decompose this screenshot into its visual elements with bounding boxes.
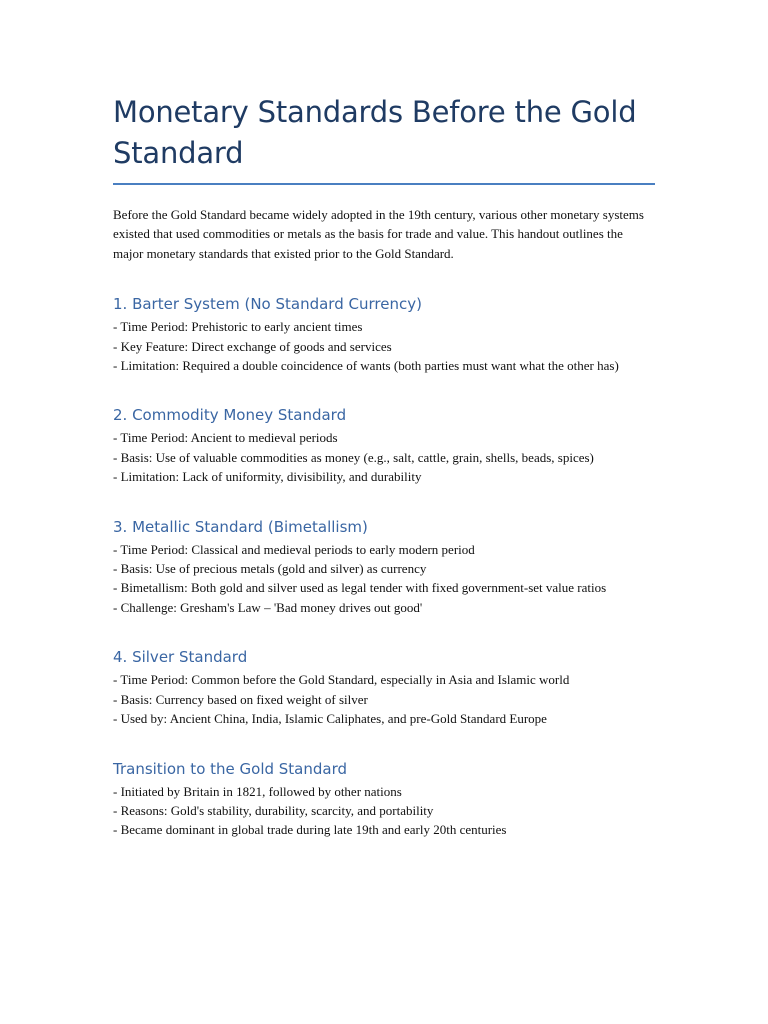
intro-paragraph: Before the Gold Standard became widely adopted in the 19th century, various other monetary systems existed that used commodities or metals as the basis for trade and value. This handout outlines the major monetary standards that existed prior to the Gold Standard. <box>113 207 644 261</box>
section-commodity-money <box>113 405 655 486</box>
section-heading: 2. Commodity Money Standard <box>113 406 347 425</box>
bullet-line: - Time Period: Ancient to medieval periods <box>113 430 338 446</box>
bullet-line: - Used by: Ancient China, India, Islamic Caliphates, and pre-Gold Standard Europe <box>113 711 547 727</box>
bullet-line: - Key Feature: Direct exchange of goods and services <box>113 338 392 354</box>
section-heading: 1. Barter System (No Standard Currency) <box>113 295 422 314</box>
bullet-line: - Time Period: Prehistoric to early ancient times <box>113 319 363 335</box>
bullet-line: - Challenge: Gresham's Law – 'Bad money drives out good' <box>113 599 423 615</box>
section-metallic-standard <box>113 517 655 618</box>
bullet-line: - Reasons: Gold's stability, durability, scarcity, and portability <box>113 802 434 818</box>
section-heading: Transition to the Gold Standard <box>113 759 348 778</box>
bullet-line: - Became dominant in global trade during late 19th and early 20th centuries <box>113 822 507 838</box>
bullet-line: - Time Period: Common before the Gold Standard, especially in Asia and Islamic world <box>113 672 570 688</box>
document-title: Monetary Standards Before the Gold Standard <box>113 92 655 185</box>
section-heading: 3. Metallic Standard (Bimetallism) <box>113 517 368 536</box>
bullet-line: - Time Period: Classical and medieval periods to early modern period <box>113 541 475 557</box>
bullet-line: - Limitation: Required a double coincidence of wants (both parties must want what the other has) <box>113 358 619 374</box>
bullet-line: - Basis: Currency based on fixed weight of silver <box>113 691 368 707</box>
section-heading: 4. Silver Standard <box>113 648 248 667</box>
bullet-line: - Limitation: Lack of uniformity, divisibility, and durability <box>113 469 422 485</box>
section-transition-gold-standard <box>113 759 655 840</box>
bullet-line: - Basis: Use of valuable commodities as money (e.g., salt, cattle, grain, shells, beads, spices) <box>113 449 594 465</box>
bullet-line: - Bimetallism: Both gold and silver used as legal tender with fixed government-set value ratios <box>113 580 607 596</box>
section-barter-system <box>113 294 655 375</box>
bullet-line: - Initiated by Britain in 1821, followed by other nations <box>113 783 402 799</box>
section-silver-standard <box>113 647 655 728</box>
document-page <box>113 92 655 840</box>
bullet-line: - Basis: Use of precious metals (gold and silver) as currency <box>113 561 427 577</box>
